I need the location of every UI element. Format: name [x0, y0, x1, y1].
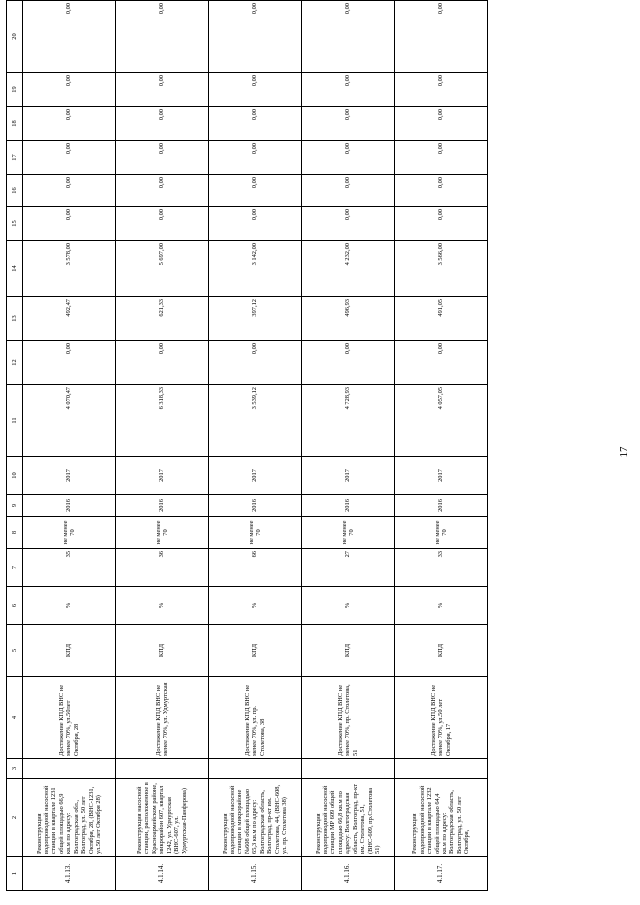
program-table [6, 0, 488, 891]
year-end: 2017 [395, 457, 488, 495]
unit: % [302, 587, 395, 625]
amount-col-12: 0,00 [209, 341, 302, 385]
amount-col-18: 0,00 [23, 107, 116, 141]
year-start: 2016 [209, 495, 302, 517]
header-col-9: 9 [7, 495, 23, 517]
amount-col-16: 0,00 [23, 175, 116, 207]
header-col-14: 14 [7, 241, 23, 297]
amount-col-13: 492,47 [23, 297, 116, 341]
amount-col-19: 0,00 [209, 73, 302, 107]
item-code: 4.1.14. [116, 857, 209, 891]
table-row-4-1-13 [23, 1, 116, 891]
amount-col-13: 397,12 [209, 297, 302, 341]
indicator: КПД [395, 625, 488, 677]
amount-col-15: 0,00 [23, 207, 116, 241]
target-value: не менее 70 [116, 517, 209, 549]
base-value: 66 [209, 549, 302, 587]
target-value: не менее 70 [395, 517, 488, 549]
object-name: Реконструкция водопроводной насосной станции в квартале 1231 общей площадью 66,9 кв.м по адресу: Волгоградская обл., Волгоград, ул. 50 лет Октября, 28, (ВНС-1231, ул.50 лет Октября 28) [23, 779, 116, 857]
header-col-10: 10 [7, 457, 23, 495]
amount-col-18: 0,00 [209, 107, 302, 141]
amount-col-18: 0,00 [395, 107, 488, 141]
goal-text: Достижение КПД ВНС не менее 70%, ул.50 лет Октября, 17 [395, 677, 488, 759]
amount-col-17: 0,00 [395, 141, 488, 175]
amount-col-20: 0,00 [209, 1, 302, 73]
amount-col-17: 0,00 [23, 141, 116, 175]
header-col-2: 2 [7, 779, 23, 857]
header-col-18: 18 [7, 107, 23, 141]
header-col-20: 20 [7, 1, 23, 73]
table-row-4-1-17 [395, 1, 488, 891]
amount-col-13: 491,05 [395, 297, 488, 341]
amount-col-16: 0,00 [209, 175, 302, 207]
header-col-19: 19 [7, 73, 23, 107]
indicator: КПД [116, 625, 209, 677]
unit: % [395, 587, 488, 625]
amount-col-15: 0,00 [209, 207, 302, 241]
header-col-3: 3 [7, 759, 23, 779]
amount-col-12: 0,00 [302, 341, 395, 385]
object-name: Реконструкция водопроводной насосной станции в микрорайоне №608 общей площадью 65,3 кв.м по адресу: Волгоградская область, Волгоград, пр-кт им. Столетова, 44, (ВНС-608, ул. пр. Столетова 38) [209, 779, 302, 857]
page-number: 17 [618, 446, 630, 458]
header-col-7: 7 [7, 549, 23, 587]
header-col-1: 1 [7, 857, 23, 891]
empty-cell [209, 759, 302, 779]
target-value: не менее 70 [209, 517, 302, 549]
year-start: 2016 [302, 495, 395, 517]
target-value: не менее 70 [23, 517, 116, 549]
header-col-12: 12 [7, 341, 23, 385]
header-col-4: 4 [7, 677, 23, 759]
amount-col-20: 0,00 [395, 1, 488, 73]
amount-col-17: 0,00 [302, 141, 395, 175]
amount-col-17: 0,00 [116, 141, 209, 175]
header-col-16: 16 [7, 175, 23, 207]
header-col-5: 5 [7, 625, 23, 677]
table-row-4-1-16 [302, 1, 395, 891]
header-number-row [7, 1, 23, 891]
amount-col-19: 0,00 [23, 73, 116, 107]
empty-cell [116, 759, 209, 779]
total-amount: 4 070,47 [23, 385, 116, 457]
amount-col-16: 0,00 [116, 175, 209, 207]
header-col-6: 6 [7, 587, 23, 625]
item-code: 4.1.17. [395, 857, 488, 891]
amount-col-14: 3 142,00 [209, 241, 302, 297]
year-start: 2016 [395, 495, 488, 517]
year-end: 2017 [209, 457, 302, 495]
amount-col-14: 3 566,00 [395, 241, 488, 297]
total-amount: 4 057,05 [395, 385, 488, 457]
indicator: КПД [23, 625, 116, 677]
indicator: КПД [302, 625, 395, 677]
total-amount: 3 539,12 [209, 385, 302, 457]
total-amount: 6 318,33 [116, 385, 209, 457]
amount-col-14: 5 697,00 [116, 241, 209, 297]
amount-col-14: 3 578,00 [23, 241, 116, 297]
base-value: 35 [23, 549, 116, 587]
amount-col-18: 0,00 [302, 107, 395, 141]
header-col-8: 8 [7, 517, 23, 549]
header-col-13: 13 [7, 297, 23, 341]
goal-text: Достижение КПД ВНС не менее 70%, пр. Столетова, 51 [302, 677, 395, 759]
header-col-11: 11 [7, 385, 23, 457]
unit: % [23, 587, 116, 625]
year-end: 2017 [116, 457, 209, 495]
amount-col-20: 0,00 [23, 1, 116, 73]
goal-text: Достижение КПД ВНС не менее 70%, ул. Удмуртская [116, 677, 209, 759]
amount-col-18: 0,00 [116, 107, 209, 141]
header-col-17: 17 [7, 141, 23, 175]
indicator: КПД [209, 625, 302, 677]
item-code: 4.1.16. [302, 857, 395, 891]
amount-col-14: 4 232,00 [302, 241, 395, 297]
empty-cell [23, 759, 116, 779]
amount-col-15: 0,00 [302, 207, 395, 241]
year-start: 2016 [23, 495, 116, 517]
amount-col-19: 0,00 [302, 73, 395, 107]
unit: % [116, 587, 209, 625]
goal-text: Достижение КПД ВНС не менее 70%, ул. пр. Столетова, 38 [209, 677, 302, 759]
year-start: 2016 [116, 495, 209, 517]
amount-col-15: 0,00 [116, 207, 209, 241]
table-row-4-1-15 [209, 1, 302, 891]
amount-col-13: 496,93 [302, 297, 395, 341]
amount-col-19: 0,00 [395, 73, 488, 107]
object-name: Реконструкция водопроводной насосной станции в квартале 1232 общей площадью 64,4 кв.м по адресу: Волгоградская область, Волгоград, ул. 50 лет Октября, [395, 779, 488, 857]
object-name: Реконструкция насосной станции, расположенное в Красноармейском районе, микрорайон 607, квартал 1242, ул. Удмуртская (ВНС-607, ул. Удмуртская-Панферова) [116, 779, 209, 857]
amount-col-20: 0,00 [116, 1, 209, 73]
amount-col-13: 621,33 [116, 297, 209, 341]
amount-col-19: 0,00 [116, 73, 209, 107]
empty-cell [302, 759, 395, 779]
total-amount: 4 728,93 [302, 385, 395, 457]
amount-col-12: 0,00 [116, 341, 209, 385]
table-row-4-1-14 [116, 1, 209, 891]
base-value: 27 [302, 549, 395, 587]
item-code: 4.1.15. [209, 857, 302, 891]
year-end: 2017 [302, 457, 395, 495]
item-code: 4.1.13. [23, 857, 116, 891]
base-value: 36 [116, 549, 209, 587]
header-col-15: 15 [7, 207, 23, 241]
year-end: 2017 [23, 457, 116, 495]
amount-col-20: 0,00 [302, 1, 395, 73]
amount-col-15: 0,00 [395, 207, 488, 241]
object-name: Реконструкция водопроводной насосной станции МР 609 общей площадью 66,8 кв.м по адресу: Волгоградская область, Волгоград, пр-кт им. Столетова, 51, (ВНС-609, пр.Столетова 51) [302, 779, 395, 857]
amount-col-16: 0,00 [395, 175, 488, 207]
base-value: 33 [395, 549, 488, 587]
amount-col-16: 0,00 [302, 175, 395, 207]
unit: % [209, 587, 302, 625]
amount-col-12: 0,00 [23, 341, 116, 385]
goal-text: Достижение КПД ВНС не менее 70%, ул.50лет Октября, 28 [23, 677, 116, 759]
amount-col-17: 0,00 [209, 141, 302, 175]
empty-cell [395, 759, 488, 779]
amount-col-12: 0,00 [395, 341, 488, 385]
target-value: не менее 70 [302, 517, 395, 549]
